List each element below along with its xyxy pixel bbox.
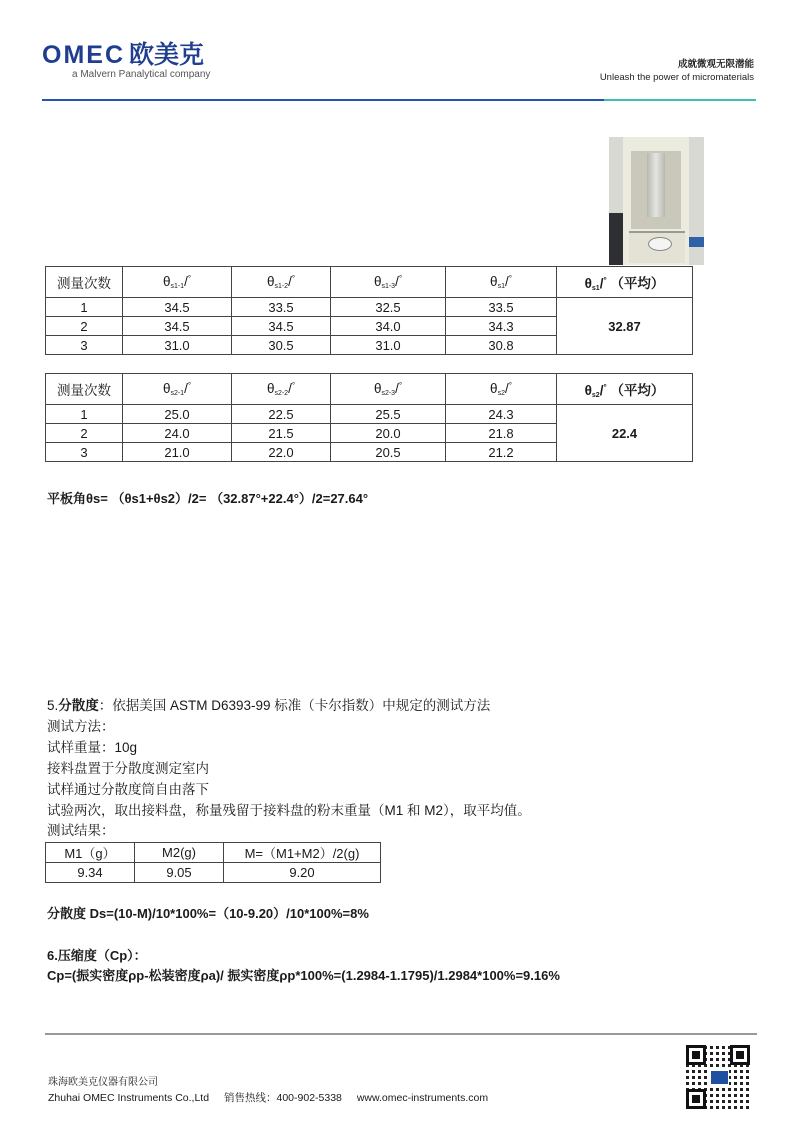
cell: 22.5 — [232, 405, 331, 424]
average-value: 32.87 — [557, 298, 693, 355]
col-header: $\theta_{s1-2}/^\circ$ — [232, 267, 331, 298]
text-line: 试验两次，取出接料盘，称量残留于接料盘的粉末重量（M1 和 M2），取平均值。 — [47, 803, 531, 818]
cell: 31.0 — [331, 336, 446, 355]
section-title-rest: ：依据美国 ASTM D6393-99 标准（卡尔指数）中规定的测试方法 — [98, 698, 491, 713]
col-header-count: 测量次数 — [46, 267, 123, 298]
cell: 34.0 — [331, 317, 446, 336]
cell: 2 — [46, 317, 123, 336]
cell: 30.8 — [446, 336, 557, 355]
dispersion-formula: 分散度 Ds=(10-M)/10*100%=（10-9.20）/10*100%=8% — [47, 906, 369, 921]
col-header: M2(g) — [135, 843, 224, 863]
footer-divider — [45, 1033, 757, 1035]
qr-code-icon — [686, 1045, 750, 1109]
cell: 2 — [46, 424, 123, 443]
table-header-row — [46, 267, 693, 298]
slogan-cn: 成就微观无限潜能 — [677, 59, 754, 70]
header-divider-teal — [604, 99, 756, 101]
cell: 20.0 — [331, 424, 446, 443]
text-line: 试样重量：10g — [47, 740, 138, 755]
text-line: 测试方法： — [47, 719, 115, 734]
company-logo — [42, 42, 272, 82]
cell: 31.0 — [123, 336, 232, 355]
footer-company-en: Zhuhai OMEC Instruments Co.,Ltd — [48, 1092, 210, 1104]
cell: 24.0 — [123, 424, 232, 443]
footer-company-cn: 珠海欧美克仪器有限公司 — [48, 1077, 158, 1088]
cell: 20.5 — [331, 443, 446, 462]
col-header: M=（M1+M2）/2(g) — [224, 843, 381, 863]
table-header-row — [46, 374, 693, 405]
cell: 9.20 — [224, 863, 381, 883]
flat-angle-formula: 平板角θs= （θs1+θs2）/2= （32.87°+22.4°）/2=27.64° — [47, 491, 369, 506]
logo-subtitle: a Malvern Panalytical company — [72, 69, 211, 80]
col-header-average: $\theta_{s1}/^\circ$ （平均） — [557, 267, 693, 298]
table-theta-s1 — [45, 266, 693, 355]
table-header-row — [46, 843, 381, 863]
col-header: $\theta_{s2-1}/^\circ$ — [123, 374, 232, 405]
average-value: 22.4 — [557, 405, 693, 462]
footer-hotline: 销售热线：400-902-5338 — [224, 1092, 342, 1104]
cell: 33.5 — [232, 298, 331, 317]
cell: 30.5 — [232, 336, 331, 355]
table-row — [46, 298, 693, 317]
text-line: 接料盘置于分散度测定室内 — [47, 761, 209, 776]
cell: 22.0 — [232, 443, 331, 462]
table-theta-s2 — [45, 373, 693, 462]
cell: 3 — [46, 336, 123, 355]
cell: 9.05 — [135, 863, 224, 883]
col-header: $\theta_{s2}/^\circ$ — [446, 374, 557, 405]
header-divider-blue — [42, 99, 604, 101]
logo-text: OMEC — [42, 41, 125, 69]
col-header: $\theta_{s2-2}/^\circ$ — [232, 374, 331, 405]
cell: 21.8 — [446, 424, 557, 443]
section-number: 5. — [47, 698, 59, 713]
col-header-count: 测量次数 — [46, 374, 123, 405]
cell: 34.5 — [232, 317, 331, 336]
section5-title — [47, 696, 490, 716]
cell: 24.3 — [446, 405, 557, 424]
instrument-photo — [609, 137, 704, 265]
cell: 33.5 — [446, 298, 557, 317]
slogan-en: Unleash the power of micromaterials — [599, 72, 754, 83]
text-line: 测试结果： — [47, 823, 115, 838]
compressibility-formula: Cp=(振实密度ρp-松装密度ρa)/ 振实密度ρp*100%=(1.2984-1.1795)/1.2984*100%=9.16% — [47, 968, 560, 983]
slogan — [600, 58, 754, 84]
footer-website[interactable]: www.omec-instruments.com — [356, 1092, 489, 1104]
cell: 21.0 — [123, 443, 232, 462]
cell: 25.5 — [331, 405, 446, 424]
cell: 3 — [46, 443, 123, 462]
col-header: $\theta_{s1-3}/^\circ$ — [331, 267, 446, 298]
col-header: $\theta_{s1-1}/^\circ$ — [123, 267, 232, 298]
section-title-bold: 分散度 — [58, 698, 99, 713]
col-header: M1（g） — [46, 843, 135, 863]
cell: 1 — [46, 298, 123, 317]
col-header: $\theta_{s1}/^\circ$ — [446, 267, 557, 298]
col-header-average: $\theta_{s2}/^\circ$ （平均） — [557, 374, 693, 405]
text-line: 试样通过分散度筒自由落下 — [47, 782, 209, 797]
cell: 21.2 — [446, 443, 557, 462]
table-row — [46, 863, 381, 883]
cell: 21.5 — [232, 424, 331, 443]
section6-title: 6.压缩度（Cp）： — [47, 948, 147, 963]
logo-cn: 欧美克 — [129, 41, 205, 69]
cell: 34.5 — [123, 298, 232, 317]
cell: 32.5 — [331, 298, 446, 317]
col-header: $\theta_{s2-3}/^\circ$ — [331, 374, 446, 405]
cell: 1 — [46, 405, 123, 424]
cell: 9.34 — [46, 863, 135, 883]
table-row — [46, 405, 693, 424]
cell: 34.5 — [123, 317, 232, 336]
footer-contact — [48, 1090, 500, 1105]
cell: 25.0 — [123, 405, 232, 424]
cell: 34.3 — [446, 317, 557, 336]
dispersion-table — [45, 842, 381, 883]
